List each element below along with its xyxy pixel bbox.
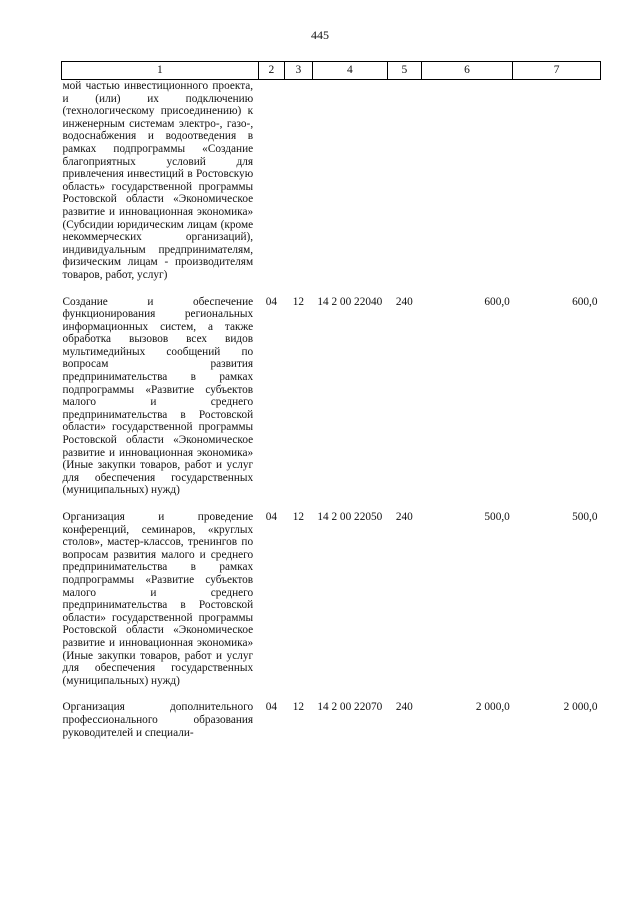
row-expense-type: 240 (395, 295, 413, 308)
row-subsection: 12 (292, 295, 305, 308)
table-row (62, 687, 601, 739)
table-row (62, 497, 601, 687)
column-header-4: 4 (312, 62, 387, 80)
column-header-3: 3 (285, 62, 313, 80)
row-section: 04 (265, 511, 278, 523)
row-target-code: 14 2 00 22040 (317, 295, 383, 308)
budget-table (61, 61, 601, 739)
row-amount-2: 500,0 (572, 511, 598, 523)
row-amount-2: 600,0 (572, 295, 598, 308)
row-section: 04 (265, 701, 278, 714)
column-header-7: 7 (513, 62, 601, 80)
row-subsection: 12 (292, 701, 305, 714)
row-amount-1: 600,0 (484, 295, 510, 308)
table-row (62, 282, 601, 498)
row-subsection (285, 80, 313, 282)
column-header-2: 2 (258, 62, 284, 80)
row-target-code: 14 2 00 22070 (317, 701, 383, 714)
row-expense-type: 240 (395, 701, 413, 714)
row-description: Организация дополнительного профессионального образования руководителей и специали- (62, 701, 254, 739)
row-expense-type (388, 80, 422, 282)
column-header-1: 1 (62, 62, 259, 80)
page-number: 445 (311, 28, 329, 42)
row-expense-type: 240 (395, 511, 413, 523)
row-description: Создание и обеспечение функционирования региональных информационных систем, а также обработка вызовов всех видов мультимедийных сообщений по вопросам развития предпринимательства в рамках подпрограммы «Развитие субъектов малого и среднего предпринимательства в Ростовской области» государственной программы Ростовской области «Экономическое развитие и инновационная экономика» (Иные закупки товаров, работ и услуг для обеспечения государственных (муниципальных) нужд) (62, 295, 254, 497)
row-description: Организация и проведение конференций, семинаров, «круглых столов», мастер-классов, тренингов по вопросам развития малого и среднего предпринимательства в рамках подпрограммы «Развитие субъектов малого и среднего предпринимательства в Ростовской области» государственной программы Ростовской области «Экономическое развитие и инновационная экономика» (Иные закупки товаров, работ и услуг для обеспечения государственных (муниципальных) нужд) (62, 511, 254, 687)
row-section: 04 (265, 295, 278, 308)
row-subsection: 12 (292, 511, 305, 523)
row-section (258, 80, 284, 282)
row-amount-1: 500,0 (484, 511, 510, 523)
row-amount-1 (421, 80, 513, 282)
column-header-5: 5 (388, 62, 422, 80)
row-amount-2 (513, 80, 601, 282)
row-target-code: 14 2 00 22050 (317, 511, 383, 523)
row-target-code (312, 80, 387, 282)
row-amount-2: 2 000,0 (563, 701, 598, 714)
row-amount-1: 2 000,0 (475, 701, 510, 714)
table-header (62, 62, 601, 80)
table-row (62, 80, 601, 282)
row-description: мой частью инвестиционного проекта, и (или) их подключению (технологическому присоединению) к инженерным системам электро-, газо-, водоснабжения и водоотведения в рамках подпрограммы «Создание благоприятных условий для привлечения инвестиций в Ростовскую область» государственной программы Ростовской области «Экономическое развитие и инновационная экономика» (Субсидии юридическим лицам (кроме некоммерческих организаций), индивидуальным предпринимателям, физическим лицам - производителям товаров, работ, услуг) (62, 80, 254, 281)
column-header-6: 6 (421, 62, 513, 80)
